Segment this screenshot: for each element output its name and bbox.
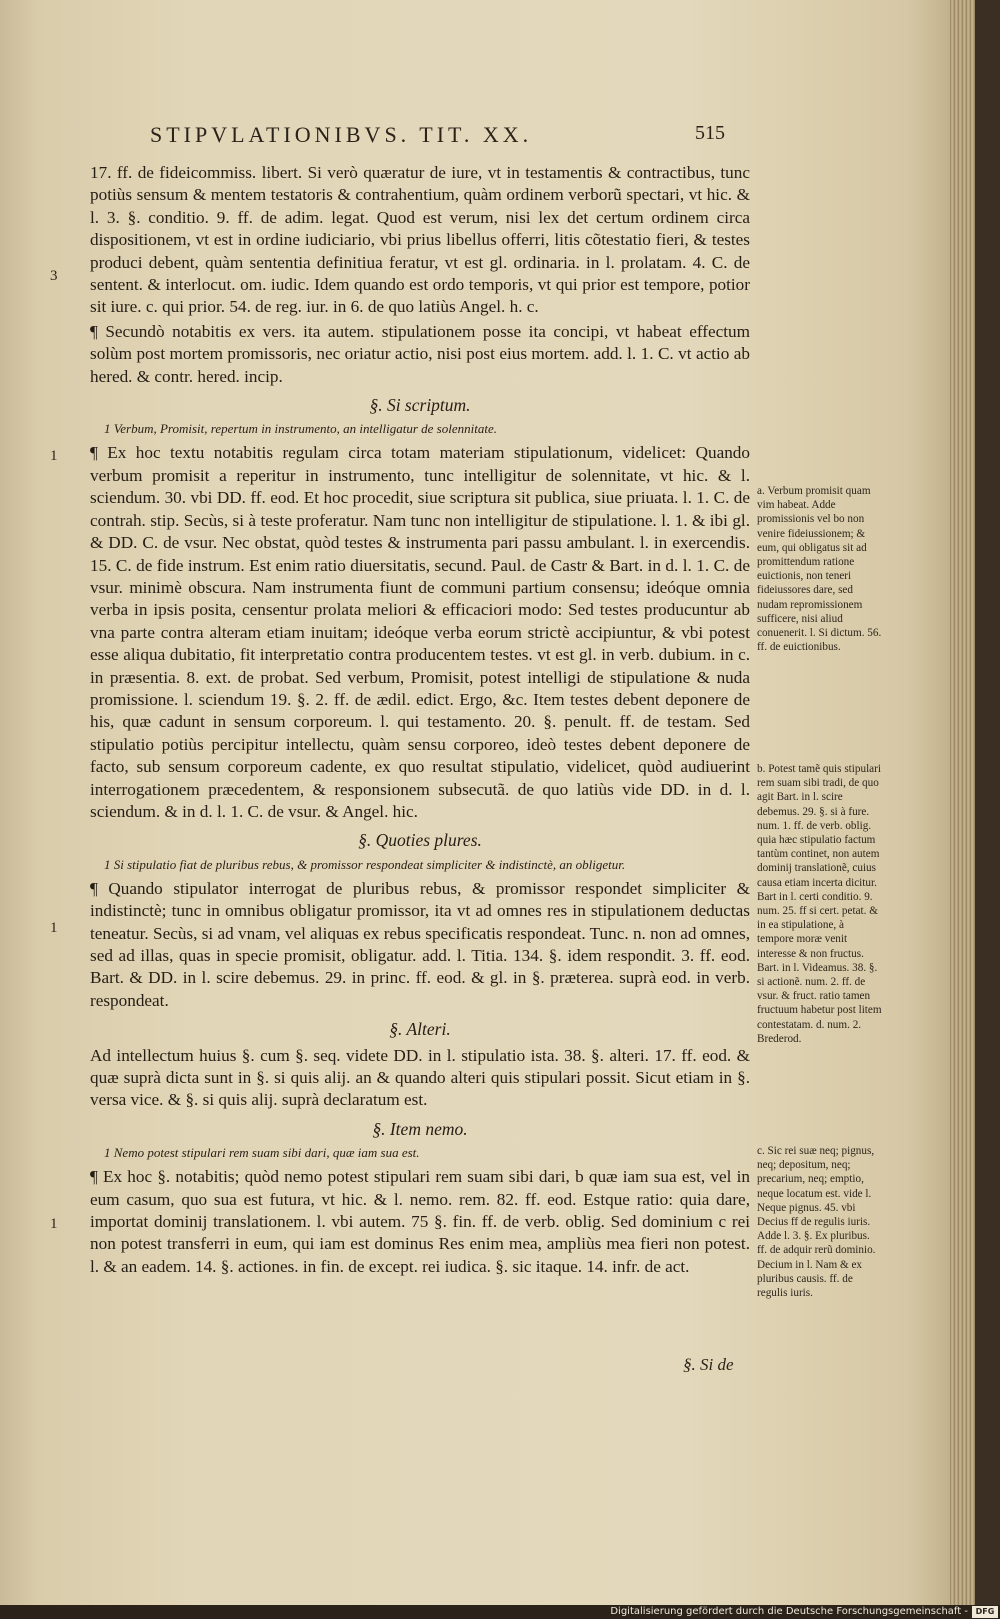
running-title: STIPVLATIONIBVS. TIT. XX.: [150, 122, 533, 147]
margin-number: 3: [50, 268, 58, 284]
catchword: §. Si de: [683, 1355, 734, 1374]
side-note-b: b. Potest tamẽ quis stipulari rem suam sibi tradi, de quo agit Bart. in l. scire debemus. 29. §. si à fure. num. 1. ff. de verb. oblig. quia hæc stipulatio factum tantùm continet, non autem dominij translationẽ, cuius causa etiam incerta dicitur. Bart in l. certi conditio. 9. num. 25. ff si cert. petat. & in ea stipulatione, à tempore moræ venit interesse & non fructus. Bart. in l. Videamus. 38. §. si actionẽ. num. 2. ff. de vsur. & fruct. ratio tamen fructuum habetur post litem contestatam. d. num. 2. Brederod.: [757, 763, 882, 1045]
paragraph: ¶ Quando stipulator interrogat de pluribus rebus, & promissor respondet simpliciter & indistinctè; tunc in omnibus obligatur promissor, ita vt ad omnes res in stipulationem deductas teneatur. Secùs, si ad vnam, vel aliquas ex rebus specificatis respondeat. Tunc. n. non ad omnes, sed ad illas, quas in specie promisit, obligatur. add. l. Titia. 134. §. idem respondit. 3. ff. eod. Bart. & DD. in l. scire debemus. 29. in princ. ff. eod. & gl. in §. præterea. suprà eod. in verb. respondeat.: [90, 878, 750, 1010]
section-heading: §. Si scriptum.: [369, 395, 471, 416]
margin-number: 1: [50, 448, 58, 464]
dfg-logo: DFG: [972, 1606, 998, 1618]
page-number: 515: [695, 122, 725, 144]
main-text-column: [90, 162, 750, 1278]
paragraph: 17. ff. de fideicommiss. libert. Si verò quæratur de iure, vt in testamentis & contractibus, tunc potiùs sensum & mentem testatoris & contrahentium, quàm ordinem verborũ spectari, vt hic. & l. 3. §. conditio. 9. ff. de adim. legat. Quod est verum, nisi lex det certum ordinem circa dispositionem, vt est in ordine iudiciario, vbi prius libellus offerri, litis cõtestatio fieri, & testes produci debent, quàm sententia definitiua feratur, vt est gl. ordinaria. in l. prolatam. 4. C. de sentent. & interlocut. om. iudic. Idem quando est ordo temporis, vt qui prior est tempore, potior sit iure. c. qui prior. 54. de reg. iur. in 6. de quo latiùs Angel. h. c.: [90, 163, 750, 317]
section-heading: §. Quoties plures.: [358, 830, 482, 851]
section-summary: 1 Nemo potest stipulari rem suam sibi dari, quæ iam sua est.: [104, 1145, 420, 1161]
page-edge: [950, 0, 975, 1605]
side-note-a: a. Verbum promisit quam vim habeat. Adde promissionis vel bo non venire fideiussionem; & eum, qui obligatus sit ad promittendum ratione euictionis, non teneri fideiussores dare, sed nudam repromissionem sufficere, nisi aliud conuenerit. l. Si dictum. 56. ff. de euictionibus.: [757, 485, 882, 654]
digitization-footer: [0, 1605, 1000, 1619]
footer-text: Digitalisierung gefördert durch die Deutsche Forschungsgemeinschaft -: [610, 1606, 968, 1617]
section-heading: §. Alteri.: [389, 1019, 451, 1040]
section-summary: 1 Si stipulatio fiat de pluribus rebus, & promissor respondeat simpliciter & indistinctè, an obligetur.: [104, 856, 626, 872]
side-note-c: c. Sic rei suæ neq; pignus, neq; depositum, neq; precarium, neq; emptio, neque locatum est. vide l. Neque pignus. 45. vbi Decius ff de regulis iuris. Adde l. 3. §. Ex pluribus. ff. de adquir rerũ dominio. Decium in l. Nam & ex pluribus causis. ff. de regulis iuris.: [757, 1145, 876, 1300]
paragraph: ¶ Secundò notabitis ex vers. ita autem. stipulationem posse ita concipi, vt habeat effectum solùm post mortem promissoris, nec oriatur actio, nisi post eius mortem. add. l. 1. C. vt actio ab hered. & contr. hered. incip.: [90, 321, 750, 386]
margin-number: 1: [50, 920, 58, 936]
section-heading: §. Item nemo.: [372, 1118, 468, 1139]
paragraph: ¶ Ex hoc §. notabitis; quòd nemo potest stipulari rem suam sibi dari, b quæ iam sua est, vel in eum casum, quo sua est futura, vt hic. & l. nemo. rem. 82. ff. eod. Estque ratio: quia dare, importat dominij translationem. l. vbi autem. 75 §. fin. ff. de verb. oblig. Sed dominium c rei non potest transferri in eum, qui iam est dominus Res enim mea, ampliùs mea fieri non potest. l. & an eadem. 14. §. actiones. in fin. de except. rei iudica. §. sic itaque. 14. infr. de act.: [90, 1167, 750, 1276]
paragraph: Ad intellectum huius §. cum §. seq. videte DD. in l. stipulatio ista. 38. §. alteri. 17. ff. eod. & quæ suprà dicta sunt in §. si quis alij. an & quando alteri quis stipulari possit. Sicut etiam in §. versa vice. & §. si quis alij. suprà declaratum est.: [90, 1045, 750, 1110]
section-summary: 1 Verbum, Promisit, repertum in instrumento, an intelligatur de solennitate.: [104, 421, 497, 437]
paragraph: ¶ Ex hoc textu notabitis regulam circa totam materiam stipulationum, videlicet: Quando verbum promisit a reperitur in instrumento, tunc intelligitur de solennitate, vt hic. & l. sciendum. 30. vbi DD. ff. eod. Et hoc procedit, siue scriptura sit publica, siue priuata. l. 1. C. de contrah. stip. Secùs, si à teste proferatur. Nam tunc non intelligitur de stipulatione. l. 1. & ibi gl. & DD. C. de vsur. Nec obstat, quòd testes & instrumenta pari passu ambulant. l. in exercendis. 15. C. de fide instrum. Est enim ratio diuersitatis, secund. Paul. de Castr & Bart. in d. l. 1. C. de vsur. minimè obscura. Nam instrumenta fiunt de communi partium consensu; ideóque omnia verba in ipsis posita, censentur prolata meliori & efficaciori modo: Sed testes producuntur ab vna parte contra alteram etiam inuitam; ideóque verba eorum strictè accipiuntur, & vbi potest esse aliqua dubitatio, fit interpretatio contra producentem testes. vt est gl. in verb. dubium. in c. in præsentia. 8. ext. de probat. Sed verbum, Promisit, potest intelligi de stipulatione & nuda promissione. l. sciendum 19. §. 2. ff. de ædil. edict. Ergo, &c. Item testes debent deponere de his, quæ cadunt in sensum corporeum. l. qui testamento. 20. §. penult. ff. de testam. Sed stipulatio potiùs percipitur intellectu, quàm sensu corporeo, ideò testes debent deponere de facto, sub sensum corporeum cadente, ex quo resultat stipulatio, videlicet, quòd audiuerint interrogationem præcedentem, & responsionem subsecutã. de quo latiùs vide DD. in d. l. sciendum. & in d. l. 1. C. de vsur. & Angel. hic.: [90, 443, 750, 821]
margin-number: 1: [50, 1216, 58, 1232]
